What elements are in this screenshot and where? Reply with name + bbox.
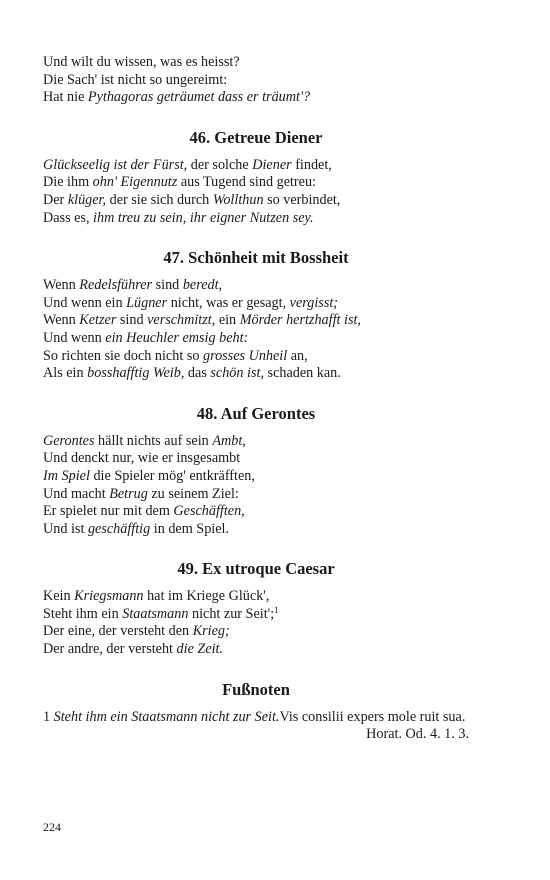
verse-line [43, 89, 469, 107]
verse-line [43, 54, 469, 72]
poem-title: 49. Ex utroque Caesar [177, 559, 335, 579]
footnotes-heading: Fußnoten [222, 679, 290, 699]
poems-container [43, 128, 469, 659]
verse-text: Wenn [43, 312, 80, 329]
footnote-1 [43, 709, 469, 727]
verse-line [43, 330, 469, 348]
verse-text: Der andre, der versteht [43, 641, 177, 658]
verse-text: Und ist [43, 520, 88, 537]
verse-line [43, 450, 469, 468]
verse-text: Mörder hertzhafft ist, [239, 312, 361, 329]
verse-text: schaden kan. [264, 365, 341, 382]
verse-text: Er spielet nur mit dem [43, 503, 174, 520]
verse-text: Der eine, der versteht den [43, 623, 193, 640]
verse-text: verschmitzt, [147, 312, 216, 329]
verse-text: Als ein [43, 365, 88, 382]
verse-text: Gerontes [43, 432, 95, 449]
verse-text: die Spieler mög' entkräfften, [89, 467, 255, 484]
verse-text: Steht ihm ein [43, 605, 123, 622]
verse-text: klüger, [67, 191, 107, 208]
verse-text: Kriegsmann [74, 588, 144, 605]
poem-title: 47. Schönheit mit Bossheit [163, 248, 349, 268]
verse-text: ein [215, 312, 240, 329]
footnote-source: Horat. Od. 4. 1. 3. [366, 726, 469, 743]
verse-text: nicht zur Seit'; [188, 605, 275, 622]
verse-line [43, 641, 469, 659]
verse-text: geschäfftig [87, 520, 151, 537]
poem-stanza [43, 433, 469, 539]
verse-text: hällt nichts auf sein [94, 432, 213, 449]
poem-stanza [43, 277, 469, 383]
footnote-text: Vis consilii expers mole ruit sua. [279, 708, 466, 725]
verse-text: zu seinem Ziel: [147, 485, 239, 502]
verse-text: Dass es, [43, 209, 94, 226]
verse-text: ohn' Eigennutz [92, 174, 178, 191]
verse-line [43, 192, 469, 210]
verse-text: Und wenn [43, 329, 106, 346]
verse-text: so verbindet, [263, 191, 341, 208]
verse-text: Und wilt du wissen, was es heisst? [43, 54, 240, 70]
verse-line [43, 365, 469, 383]
verse-line [43, 588, 469, 606]
page-content [43, 54, 469, 744]
verse-text: Hat nie [43, 89, 88, 106]
poem-title: 48. Auf Gerontes [196, 403, 316, 423]
footnote-quote: Steht ihm ein Staatsmann nicht zur Seit. [53, 708, 280, 725]
verse-text: Diener [252, 156, 292, 173]
verse-line [43, 606, 469, 624]
footnote-reference: 1 [274, 604, 279, 615]
verse-text: Redelsführer [79, 277, 153, 294]
verse-text: ihm treu zu sein, ihr eigner Nutzen sey. [93, 209, 314, 226]
verse-text: das [184, 365, 211, 382]
verse-text: Glückseelig ist der Fürst, [43, 156, 188, 173]
verse-line [43, 312, 469, 330]
verse-text: Und wenn ein [43, 294, 127, 311]
verse-line [43, 295, 469, 313]
verse-line [43, 623, 469, 641]
verse-text: an, [287, 347, 308, 364]
verse-text: beredt, [182, 277, 223, 294]
verse-text: Staatsmann [122, 605, 189, 622]
poem-stanza [43, 588, 469, 658]
verse-text: bosshafftig Weib, [87, 365, 185, 382]
verse-text: sind [152, 277, 183, 294]
verse-line [43, 277, 469, 295]
page-number: 224 [43, 820, 61, 834]
verse-text: Lügner [126, 294, 168, 311]
verse-text: der sie sich durch [106, 191, 213, 208]
verse-text: Betrug [109, 485, 148, 502]
verse-text: Pythagoras geträumet dass er träumt'? [87, 89, 311, 106]
footnote-number: 1 [43, 708, 51, 725]
verse-text: ein Heuchler emsig beht: [105, 329, 249, 346]
verse-text: sind [116, 312, 148, 329]
verse-text: die Zeit. [176, 641, 224, 658]
verse-text: aus Tugend sind getreu: [177, 174, 316, 191]
verse-line [43, 503, 469, 521]
poem-title: 46. Getreue Diener [189, 127, 323, 147]
poem-stanza [43, 157, 469, 227]
verse-text: Ketzer [79, 312, 117, 329]
verse-text: Die ihm [43, 174, 93, 191]
verse-text: Krieg; [192, 623, 230, 640]
verse-line [43, 157, 469, 175]
verse-text: Ambt, [212, 432, 246, 449]
verse-line [43, 468, 469, 486]
verse-text: vergisst; [289, 294, 339, 311]
verse-text: Kein [43, 588, 75, 605]
verse-text: in dem Spiel. [150, 520, 230, 537]
verse-text: hat im Kriege Glück', [143, 588, 270, 605]
verse-text: Geschäfften, [173, 503, 245, 520]
verse-line [43, 210, 469, 228]
verse-line [43, 174, 469, 192]
verse-text: Und macht [43, 485, 110, 502]
verse-text: Die Sach' ist nicht so ungereimt: [43, 71, 228, 88]
verse-text: Der [43, 191, 68, 208]
verse-text: Wollthun [212, 191, 264, 208]
verse-text: Im Spiel [43, 467, 90, 484]
verse-line [43, 521, 469, 539]
verse-line [43, 433, 469, 451]
verse-text: nicht, was er gesagt, [167, 294, 290, 311]
verse-text: findet, [291, 156, 332, 173]
verse-text: der solche [187, 156, 253, 173]
verse-line [43, 486, 469, 504]
verse-line [43, 348, 469, 366]
verse-text: So richten sie doch nicht so [43, 347, 203, 364]
verse-text: Und denckt nur, wie er insgesambt [43, 450, 241, 467]
verse-text: grosses Unheil [202, 347, 288, 364]
intro-stanza [43, 54, 469, 107]
verse-line [43, 72, 469, 90]
verse-text: schön ist, [210, 365, 264, 382]
verse-text: Wenn [43, 277, 80, 294]
